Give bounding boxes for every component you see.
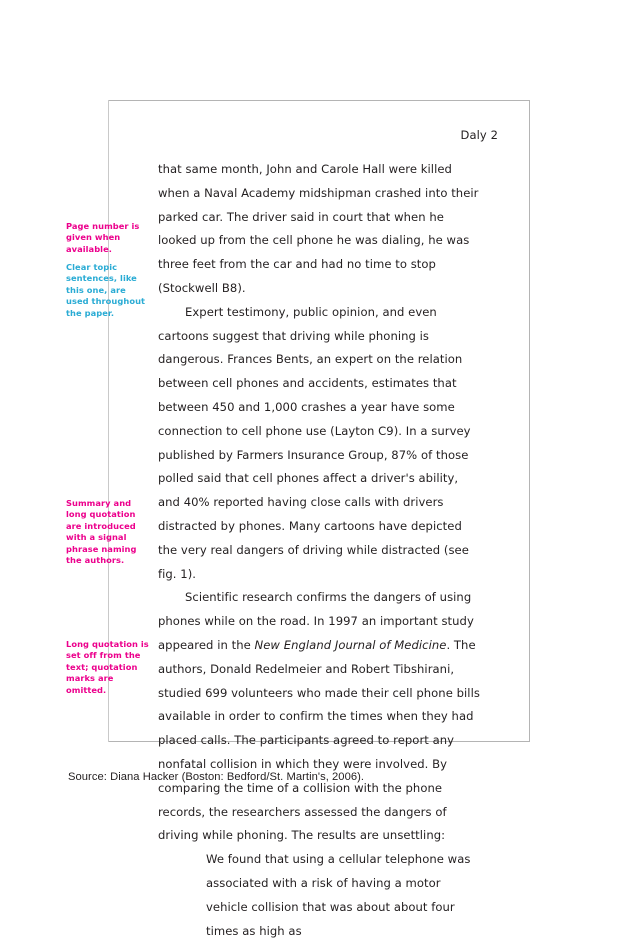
source-credit-line: Source: Diana Hacker (Boston: Bedford/St. Martin's, 2006). bbox=[68, 771, 365, 783]
journal-title: New England Journal of Medicine bbox=[254, 637, 447, 652]
running-head: Daly 2 bbox=[460, 128, 498, 142]
annotation-page-number: Page number is given when available. bbox=[66, 221, 140, 254]
paragraph-text-before-journal-title: Scientific research confirms the dangers of using phones while on the road. In 1997 an important study appeared in the bbox=[158, 590, 474, 652]
paragraph-scientific-research bbox=[158, 586, 480, 848]
paragraph-text-after-journal-title: . The authors, Donald Redelmeier and Robert Tibshirani, studied 699 volunteers who made their cell phone bills available in order to confirm the times when they had placed calls. The participants agreed to report any nonfatal collision in which they were involved. By comparing the time of a collision with the phone records, the researchers assessed the dangers of driving while phoning. The results are unsettling: bbox=[158, 637, 480, 843]
annotation-signal-phrase: Summary and long quotation are introduced with a signal phrase naming the authors. bbox=[66, 498, 137, 566]
block-quotation: We found that using a cellular telephone was associated with a risk of having a motor vehicle collision that was about about four times as high as bbox=[206, 852, 471, 938]
annotation-long-quotation: Long quotation is set off from the text; quotation marks are omitted. bbox=[66, 639, 149, 695]
annotation-topic-sentence: Clear topic sentences, like this one, are used throughout the paper. bbox=[66, 262, 146, 318]
document-body bbox=[158, 158, 480, 943]
paragraph-expert-testimony: Expert testimony, public opinion, and even cartoons suggest that driving while phoning is dangerous. Frances Bents, an expert on the relation between cell phones and accidents, estimates that between 450 and 1,000 crashes a year have some connection to cell phone use (Layton C9). In a survey published by Farmers Insurance Group, 87% of those polled said that cell phones affect a driver's ability, and 40% reported having close calls with drivers distracted by phones. Many cartoons have depicted the very real dangers of driving while distracted (see fig. 1). bbox=[158, 304, 471, 581]
paragraph-continued: that same month, John and Carole Hall were killed when a Naval Academy midshipman crashed into their parked car. The driver said in court that when he looked up from the cell phone he was dialing, he was three feet from the car and had no time to stop (Stockwell B8). bbox=[158, 162, 479, 295]
